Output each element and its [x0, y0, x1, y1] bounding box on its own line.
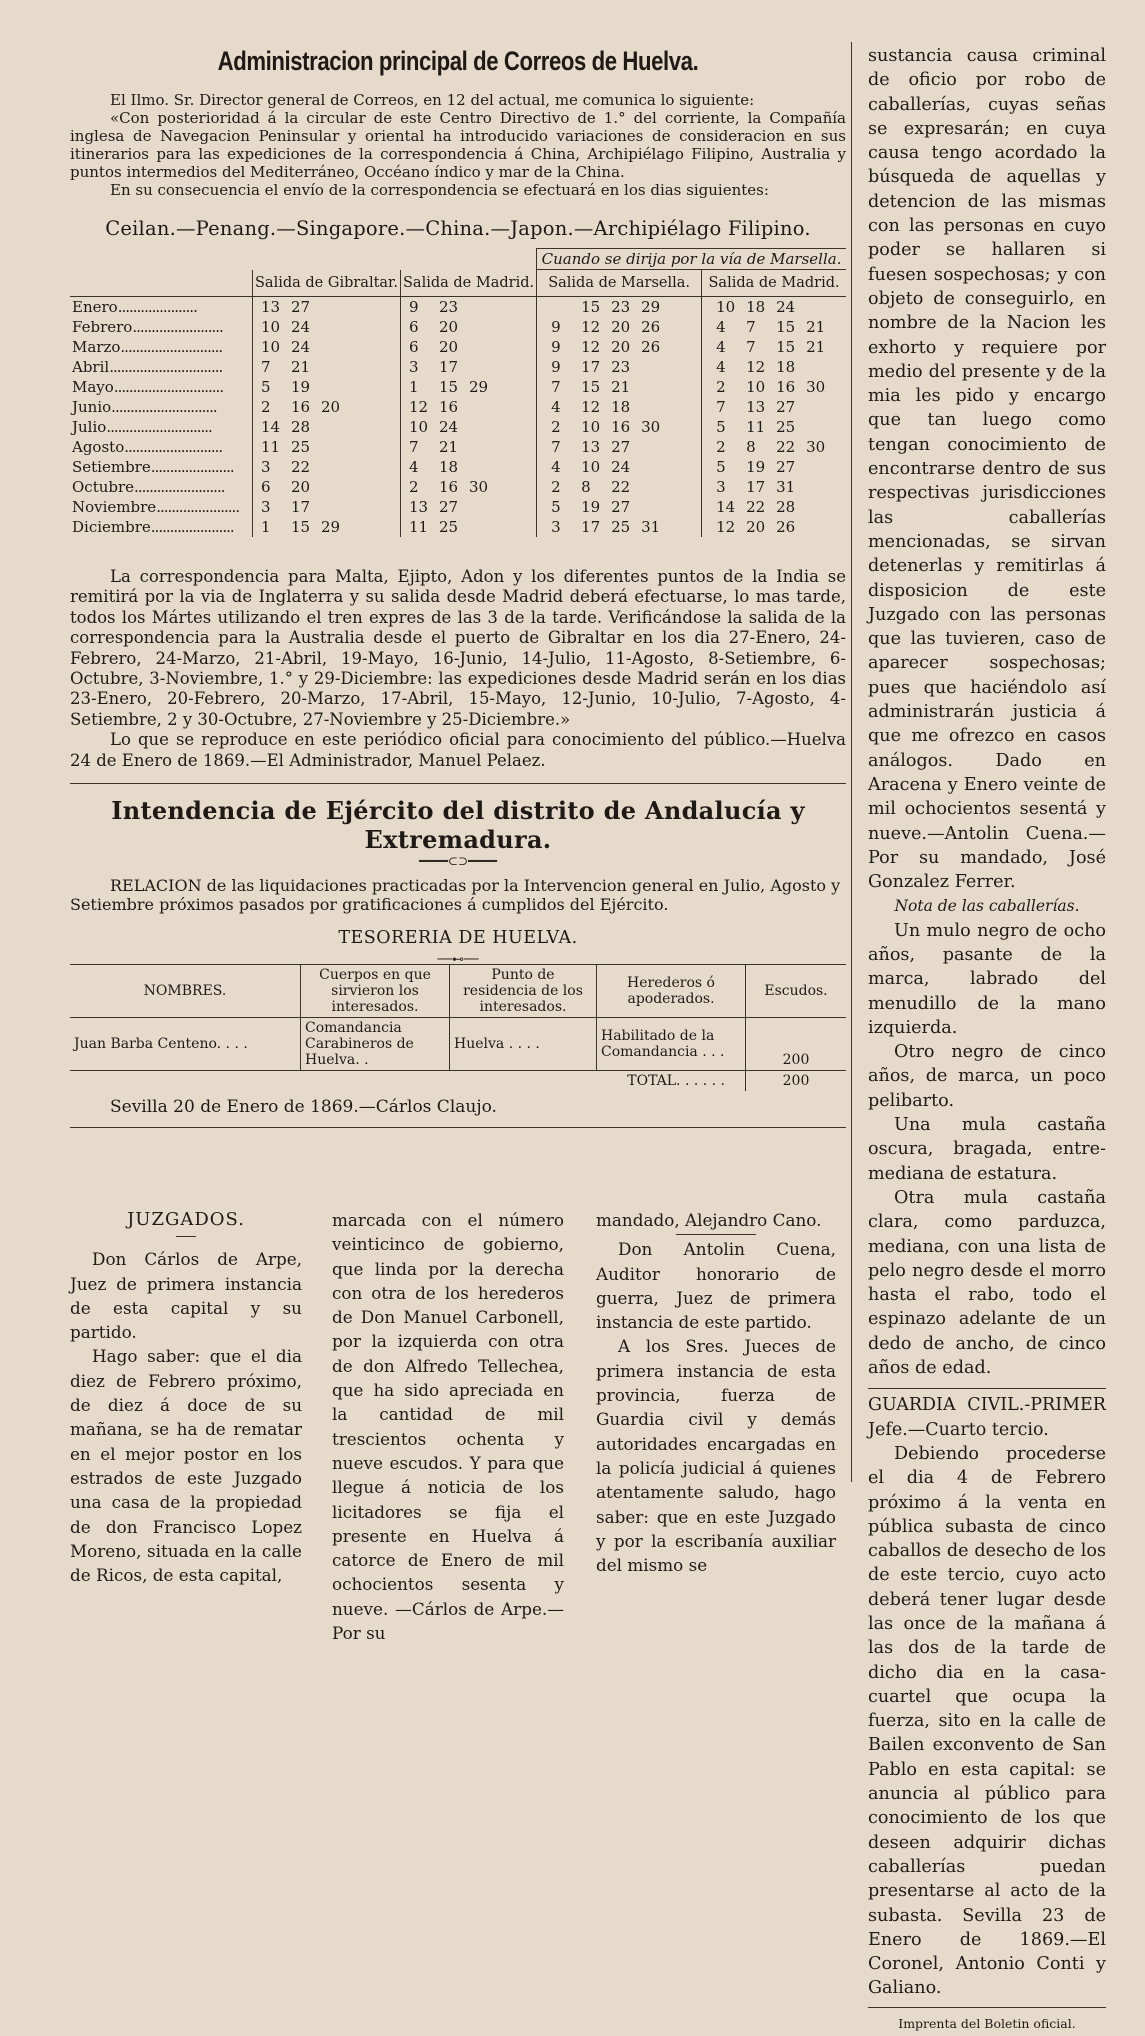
day-value: 18	[611, 398, 631, 416]
total-label: TOTAL. . . . . .	[627, 1073, 725, 1090]
col-marsella: Salida de Marsella.	[537, 270, 702, 297]
month-name	[70, 317, 253, 337]
day-value: 17	[746, 478, 766, 496]
mail-schedule-header-row	[70, 270, 846, 297]
day-value: 10	[261, 338, 281, 356]
gibraltar-days	[253, 477, 401, 497]
total-value: 200	[746, 1071, 847, 1092]
guardia-text: Debiendo procederse el dia 4 de Febrero próximo á la venta en pública subasta de cinco caballos de desecho de los de este tercio, cuyo acto deberá tener lugar desde las once de la mañana á las dos de la tarde de dicho dia en la casa-cuartel que ocupa la fuerza, sito en la calle de Bailen exconvento de San Pablo en esta capital: se anuncia al público para conocimiento de los que deseen adquirir dichas caballerías puedan presentarse al acto de la subasta. Sevilla 23 de Enero de 1869.—El Coronel, Antonio Conti y Galiano.	[868, 1443, 1106, 1999]
day-value: 10	[581, 418, 601, 436]
day-value: 23	[439, 298, 459, 316]
day-value: 2	[716, 378, 726, 396]
day-value: 2	[551, 418, 561, 436]
cell-heredero: Habilitado de la Comandancia . . .	[597, 1018, 746, 1071]
cell-cuerpo: Comandancia Carabineros de Huelva. .	[301, 1018, 450, 1071]
day-value: 21	[806, 338, 826, 356]
day-value: 4	[551, 398, 561, 416]
day-value: 5	[716, 458, 726, 476]
col-madrid2: Salida de Madrid.	[702, 270, 846, 297]
column-divider	[851, 42, 852, 1482]
day-value: 12	[746, 358, 766, 376]
month-label: Abril	[72, 358, 110, 376]
day-value: 2	[716, 438, 726, 456]
madrid2-days	[702, 357, 846, 377]
day-value: 20	[746, 518, 766, 536]
marsella-days	[537, 477, 702, 497]
day-value: 28	[291, 418, 311, 436]
marsella-days	[537, 297, 702, 318]
day-value: 27	[611, 498, 631, 516]
leader-dots: ..........................	[124, 438, 223, 456]
section-rule	[70, 783, 846, 784]
day-value: 25	[776, 418, 796, 436]
intendencia-relacion: RELACION de las liquidaciones practicadas por la Intervencion general en Julio, Agosto y Setiembre próximos pasados por gratificaciones á cumplidos del Ejército.	[70, 876, 841, 915]
month-name	[70, 437, 253, 457]
table-row	[70, 457, 846, 477]
animal-4: Otra mula castaña clara, como parduzca, mediana, con una lista de pelo negro desde el morro hasta el rabo, todo el espinazo adelante de un dedo de ancho, de cinco años de edad.	[868, 1187, 1106, 1379]
day-value: 7	[409, 438, 419, 456]
madrid-days	[401, 457, 537, 477]
table-row	[70, 1018, 846, 1071]
day-value: 26	[641, 318, 661, 336]
month-header	[70, 270, 253, 297]
day-value: 5	[551, 498, 561, 516]
day-value: 4	[716, 338, 726, 356]
day-value: 20	[291, 478, 311, 496]
mail-schedule-table	[70, 248, 846, 537]
day-value: 16	[291, 398, 311, 416]
month-label: Agosto	[72, 438, 125, 456]
short-rule	[176, 1236, 196, 1237]
day-value: 9	[551, 318, 561, 336]
right-p1: sustancia causa criminal de oficio por robo de caballerías, cuyas señas se expresarán; en cuya causa tengo acordado la búsqueda de aquellas y detencion de las mismas con las personas en cuyo poder se hallaren si fuesen sospechosas; y con objeto de conseguirlo, en nombre de la Nacion les exhorto y requiere por medio del presente y de la mia les pido y encargo que tan luego como tengan conocimiento de encontrarse dentro de sus respectivas jurisdicciones las caballerías mencionadas, se sirvan detenerlas y remitirlas á disposicion de este Juzgado con las personas que las tuvieren, caso de aparecer sospechosas; pues que haciéndolo así administrarán justicia á que me ofrezco en casos análogos. Dado en Aracena y Enero veinte de mil ochocientos sesentá y nueve.—Antolin Cuena.—Por su mandado, José Gonzalez Ferrer.	[868, 46, 1106, 893]
month-name	[70, 377, 253, 397]
leader-dots: .....................	[117, 298, 197, 316]
marsella-days	[537, 497, 702, 517]
animal-1: Un mulo negro de ocho años, pasante de la marca, labrado del menudillo de la mano izquierda.	[868, 920, 1106, 1038]
day-value: 10	[581, 458, 601, 476]
gibraltar-days	[253, 397, 401, 417]
day-value: 24	[776, 298, 796, 316]
animal-2: Otro negro de cinco años, de marca, un poco pelibarto.	[868, 1042, 1106, 1111]
leader-dots: ......................	[156, 498, 240, 516]
madrid2-days	[702, 477, 846, 497]
day-value: 30	[641, 418, 661, 436]
gibraltar-days	[253, 357, 401, 377]
juzgados-col3-p2: Don Antolin Cuena, Auditor honorario de guerra, Juez de primera instancia de este partido.	[596, 1239, 836, 1333]
day-value: 17	[291, 498, 311, 516]
hdr-escudos: Escudos.	[746, 965, 847, 1018]
juzgados-col1-p2: Hago saber: que el dia diez de Febrero próximo, de diez á doce de su mañana, se ha de rematar en el mejor postor en los estrados de este Juzgado una casa de la propiedad de don Francisco Lopez Moreno, situada en la calle de Ricos, de esta capital,	[70, 1346, 302, 1586]
day-value: 20	[611, 318, 631, 336]
marsella-days	[537, 437, 702, 457]
day-value: 4	[716, 318, 726, 336]
juzgados-col-3	[596, 1208, 836, 1577]
hdr-punto: Punto de residencia de los interesados.	[450, 965, 597, 1018]
day-value: 2	[261, 398, 271, 416]
day-value: 20	[611, 338, 631, 356]
day-value: 1	[409, 378, 419, 396]
day-value: 29	[641, 298, 661, 316]
day-value: 24	[291, 318, 311, 336]
hdr-nombres: NOMBRES.	[143, 983, 227, 1000]
day-value: 31	[776, 478, 796, 496]
day-value: 6	[261, 478, 271, 496]
day-value: 11	[409, 518, 429, 536]
month-label: Noviembre	[72, 498, 157, 516]
cell-punto: Huelva . . . .	[450, 1018, 597, 1071]
marsella-days	[537, 337, 702, 357]
day-value: 22	[611, 478, 631, 496]
via-marsella-header: Cuando se dirija por la vía de Marsella.	[537, 249, 846, 270]
madrid2-days	[702, 297, 846, 318]
hdr-cuerpos: Cuerpos en que sirvieron los interesados.	[301, 965, 450, 1018]
day-value: 28	[776, 498, 796, 516]
day-value: 17	[439, 358, 459, 376]
leader-dots: ............................	[106, 418, 212, 436]
day-value: 15	[581, 298, 601, 316]
day-value: 7	[261, 358, 271, 376]
gibraltar-days	[253, 517, 401, 537]
day-value: 12	[581, 338, 601, 356]
day-value: 15	[291, 518, 311, 536]
day-value: 5	[261, 378, 271, 396]
table-row	[70, 337, 846, 357]
day-value: 17	[581, 518, 601, 536]
day-value: 27	[291, 298, 311, 316]
gibraltar-days	[253, 437, 401, 457]
left-section	[70, 42, 846, 1128]
day-value: 25	[439, 518, 459, 536]
day-value: 16	[776, 378, 796, 396]
day-value: 4	[551, 458, 561, 476]
correos-close: Lo que se reproduce en este periódico oficial para conocimiento del público.—Huelva 24 de Enero de 1869.—El Administrador, Manuel Pelaez.	[70, 730, 846, 770]
table-row	[70, 317, 846, 337]
leader-dots: ......................	[150, 518, 234, 536]
month-name	[70, 517, 253, 537]
month-label: Setiembre	[72, 458, 151, 476]
day-value: 7	[746, 338, 756, 356]
month-label: Julio	[72, 418, 107, 436]
day-value: 8	[581, 478, 591, 496]
day-value: 15	[776, 338, 796, 356]
day-value: 13	[746, 398, 766, 416]
table-row	[70, 437, 846, 457]
day-value: 16	[611, 418, 631, 436]
month-label: Mayo	[72, 378, 114, 396]
animal-3: Una mula castaña oscura, bragada, entre-mediana de estatura.	[868, 1115, 1106, 1184]
col-madrid: Salida de Madrid.	[401, 270, 537, 297]
day-value: 19	[746, 458, 766, 476]
tesoreria-title: TESORERIA DE HUELVA.	[338, 928, 578, 949]
day-value: 6	[409, 338, 419, 356]
day-value: 10	[261, 318, 281, 336]
short-rule-2	[676, 1234, 756, 1235]
day-value: 7	[551, 438, 561, 456]
marsella-days	[537, 357, 702, 377]
day-value: 27	[776, 458, 796, 476]
madrid-days	[401, 317, 537, 337]
day-value: 3	[409, 358, 419, 376]
table-row	[70, 517, 846, 537]
day-value: 18	[439, 458, 459, 476]
day-value: 27	[611, 438, 631, 456]
table-row	[70, 477, 846, 497]
gibraltar-days	[253, 457, 401, 477]
madrid2-days	[702, 517, 846, 537]
day-value: 6	[409, 318, 419, 336]
day-value: 12	[716, 518, 736, 536]
madrid-days	[401, 397, 537, 417]
madrid2-days	[702, 417, 846, 437]
correos-title: Administracion principal de Correos de Huelva.	[217, 46, 699, 76]
madrid2-days	[702, 437, 846, 457]
day-value: 25	[611, 518, 631, 536]
day-value: 22	[291, 458, 311, 476]
juzgados-col3-p3: A los Sres. Jueces de primera instancia de esta provincia, fuerza de Guardia civil y demás autoridades encargadas en la policía judicial á quienes atentamente saludo, hago saber: que en este Juzgado y por la escribanía auxiliar del mismo se	[596, 1336, 836, 1576]
juzgados-col-1	[70, 1208, 302, 1587]
leader-dots: ........................	[132, 318, 223, 336]
guardia-title: GUARDIA CIVIL.-PRIMER Jefe.—Cuarto tercio.	[868, 1395, 1106, 1440]
day-value: 19	[291, 378, 311, 396]
day-value: 31	[641, 518, 661, 536]
day-value: 14	[716, 498, 736, 516]
correos-malta: La correspondencia para Malta, Ejipto, Adon y los diferentes puntos de la India se remitirá por la via de Inglaterra y su salida desde Madrid deberá efectuarse, lo mas tarde, todos los Mártes utilizando el tren expres de las 3 de la tarde. Verificándose la salida de la correspondencia para la Australia desde el puerto de Gibraltar en los dia 27-Enero, 24-Febrero, 24-Marzo, 21-Abril, 19-Mayo, 16-Junio, 14-Julio, 11-Agosto, 8-Setiembre, 6-Octubre, 3-Noviembre, 1.° y 29-Diciembre: las expediciones desde Madrid serán en los dias 23-Enero, 20-Febrero, 20-Marzo, 17-Abril, 15-Mayo, 12-Junio, 10-Julio, 7-Agosto, 4-Setiembre, 2 y 30-Octubre, 27-Noviembre y 25-Diciembre.»	[70, 567, 846, 729]
juzgados-col2-text: marcada con el número veinticinco de gobierno, que linda por la derecha con otra de los herederos de Don Manuel Carbonell, por la izquierda con otra de don Alfredo Tellechea, que ha sido apreciada en la cantidad de mil trescientos ochenta y nueve escudos. Y para que llegue á noticia de los licitadores se fija el presente en Huelva á catorce de Enero de mil ochocientos sesenta y nueve. —Cárlos de Arpe.—Por su	[332, 1210, 564, 1644]
right-rule	[868, 1388, 1106, 1389]
table-row	[70, 297, 846, 318]
imprenta: Imprenta del Boletin oficial.	[898, 2015, 1076, 2031]
gibraltar-days	[253, 497, 401, 517]
day-value: 16	[439, 398, 459, 416]
day-value: 12	[409, 398, 429, 416]
day-value: 4	[716, 358, 726, 376]
table-row	[70, 497, 846, 517]
table-row	[70, 377, 846, 397]
madrid2-days	[702, 497, 846, 517]
day-value: 2	[551, 478, 561, 496]
day-value: 2	[409, 478, 419, 496]
day-value: 11	[261, 438, 281, 456]
day-value: 10	[716, 298, 736, 316]
day-value: 3	[716, 478, 726, 496]
day-value: 13	[409, 498, 429, 516]
day-value: 13	[261, 298, 281, 316]
day-value: 8	[746, 438, 756, 456]
madrid-days	[401, 297, 537, 318]
month-name	[70, 297, 253, 318]
day-value: 23	[611, 358, 631, 376]
juzgados-col-2	[332, 1208, 564, 1645]
juzgados-title: JUZGADOS.	[127, 1209, 245, 1230]
day-value: 29	[469, 378, 489, 396]
day-value: 22	[776, 438, 796, 456]
madrid-days	[401, 477, 537, 497]
month-label: Enero	[72, 298, 118, 316]
month-name	[70, 357, 253, 377]
day-value: 19	[581, 498, 601, 516]
gibraltar-days	[253, 417, 401, 437]
intendencia-title: Intendencia de Ejército del distrito de Andalucía y Extremadura.	[111, 796, 805, 855]
day-value: 20	[439, 338, 459, 356]
marsella-days	[537, 457, 702, 477]
day-value: 12	[581, 398, 601, 416]
day-value: 30	[469, 478, 489, 496]
day-value: 20	[439, 318, 459, 336]
day-value: 17	[581, 358, 601, 376]
day-value: 15	[581, 378, 601, 396]
day-value: 18	[746, 298, 766, 316]
leader-dots: ..............................	[109, 358, 223, 376]
day-value: 12	[581, 318, 601, 336]
leader-dots: ...........................	[120, 338, 223, 356]
day-value: 21	[611, 378, 631, 396]
day-value: 24	[439, 418, 459, 436]
leader-dots: ......................	[150, 458, 234, 476]
correos-consequence: En su consecuencia el envío de la correspondencia se efectuará en los dias siguientes:	[110, 181, 769, 199]
marsella-days	[537, 377, 702, 397]
day-value: 5	[716, 418, 726, 436]
madrid-days	[401, 357, 537, 377]
day-value: 30	[806, 438, 826, 456]
day-value: 16	[439, 478, 459, 496]
madrid2-days	[702, 397, 846, 417]
day-value: 7	[716, 398, 726, 416]
madrid-days	[401, 497, 537, 517]
day-value: 15	[439, 378, 459, 396]
day-value: 10	[746, 378, 766, 396]
madrid-days	[401, 517, 537, 537]
day-value: 1	[261, 518, 271, 536]
madrid-days	[401, 417, 537, 437]
nota-title: Nota de las caballerías.	[894, 897, 1080, 916]
correos-quote: «Con posterioridad á la circular de este Centro Directivo de 1.° del corriente, la Compañía inglesa de Navegacion Peninsular y oriental ha introducido variaciones de consideracion en sus itinerarios para las expediciones de la correspondencia á China, Archipiélago Filipino, Australia y puntos intermedios del Mediterráneo, Occéano índico y mar de la China.	[70, 109, 846, 181]
month-label: Junio	[72, 398, 112, 416]
day-value: 29	[321, 518, 341, 536]
day-value: 27	[776, 398, 796, 416]
day-value: 4	[409, 458, 419, 476]
day-value: 27	[439, 498, 459, 516]
month-name	[70, 457, 253, 477]
hdr-herederos: Herederos ó apoderados.	[597, 965, 746, 1018]
leader-dots: .............................	[113, 378, 224, 396]
leader-dots: ........................	[134, 478, 225, 496]
day-value: 3	[261, 498, 271, 516]
day-value: 21	[291, 358, 311, 376]
correos-routes: Ceilan.—Penang.—Singapore.—China.—Japon.—Archipiélago Filipino.	[105, 217, 811, 240]
month-label: Febrero	[72, 318, 133, 336]
cell-escudos: 200	[746, 1018, 847, 1071]
day-value: 15	[776, 318, 796, 336]
correos-intro: El Ilmo. Sr. Director general de Correos, en 12 del actual, me comunica lo siguiente:	[110, 91, 755, 109]
day-value: 25	[291, 438, 311, 456]
madrid2-days	[702, 457, 846, 477]
table-row	[70, 417, 846, 437]
month-label: Marzo	[72, 338, 121, 356]
liquidaciones-table	[70, 964, 846, 1091]
gibraltar-days	[253, 337, 401, 357]
madrid2-days	[702, 377, 846, 397]
marsella-days	[537, 317, 702, 337]
juzgados-col1-p1: Don Cárlos de Arpe, Juez de primera instancia de esta capital y su partido.	[70, 1249, 302, 1343]
madrid-days	[401, 337, 537, 357]
madrid2-days	[702, 337, 846, 357]
madrid2-days	[702, 317, 846, 337]
day-value: 22	[746, 498, 766, 516]
madrid-days	[401, 437, 537, 457]
day-value: 13	[581, 438, 601, 456]
marsella-days	[537, 517, 702, 537]
day-value: 26	[641, 338, 661, 356]
month-name	[70, 477, 253, 497]
day-value: 9	[409, 298, 419, 316]
day-value: 3	[551, 518, 561, 536]
day-value: 21	[439, 438, 459, 456]
day-value: 24	[611, 458, 631, 476]
table-row	[70, 357, 846, 377]
day-value: 3	[261, 458, 271, 476]
day-value: 10	[409, 418, 429, 436]
month-label: Octubre	[72, 478, 135, 496]
ornament-small: ──⊷──	[437, 952, 479, 967]
day-value: 26	[776, 518, 796, 536]
section-rule-2	[70, 1127, 846, 1128]
month-label: Diciembre	[72, 518, 151, 536]
cell-nombre: Juan Barba Centeno. . . .	[74, 1036, 248, 1053]
day-value: 9	[551, 338, 561, 356]
gibraltar-days	[253, 317, 401, 337]
ornament-rule: ━━━━⊂⊃━━━━	[419, 854, 497, 869]
intendencia-signature: Sevilla 20 de Enero de 1869.—Cárlos Claujo.	[110, 1097, 497, 1118]
gibraltar-days	[253, 377, 401, 397]
day-value: 7	[551, 378, 561, 396]
day-value: 24	[291, 338, 311, 356]
leader-dots: ............................	[111, 398, 217, 416]
right-column	[868, 44, 1106, 2036]
day-value: 23	[611, 298, 631, 316]
month-name	[70, 397, 253, 417]
marsella-days	[537, 397, 702, 417]
day-value: 18	[776, 358, 796, 376]
day-value: 21	[806, 318, 826, 336]
month-name	[70, 497, 253, 517]
right-rule-2	[868, 2007, 1106, 2008]
table-row	[70, 397, 846, 417]
marsella-days	[537, 417, 702, 437]
total-row	[70, 1071, 846, 1092]
day-value: 30	[806, 378, 826, 396]
day-value: 20	[321, 398, 341, 416]
month-name	[70, 417, 253, 437]
day-value: 14	[261, 418, 281, 436]
juzgados-col3-p1: mandado, Alejandro Cano.	[596, 1210, 822, 1230]
month-name	[70, 337, 253, 357]
gibraltar-days	[253, 297, 401, 318]
col-gibraltar: Salida de Gibraltar.	[253, 270, 401, 297]
day-value: 7	[746, 318, 756, 336]
day-value: 11	[746, 418, 766, 436]
madrid-days	[401, 377, 537, 397]
day-value: 9	[551, 358, 561, 376]
